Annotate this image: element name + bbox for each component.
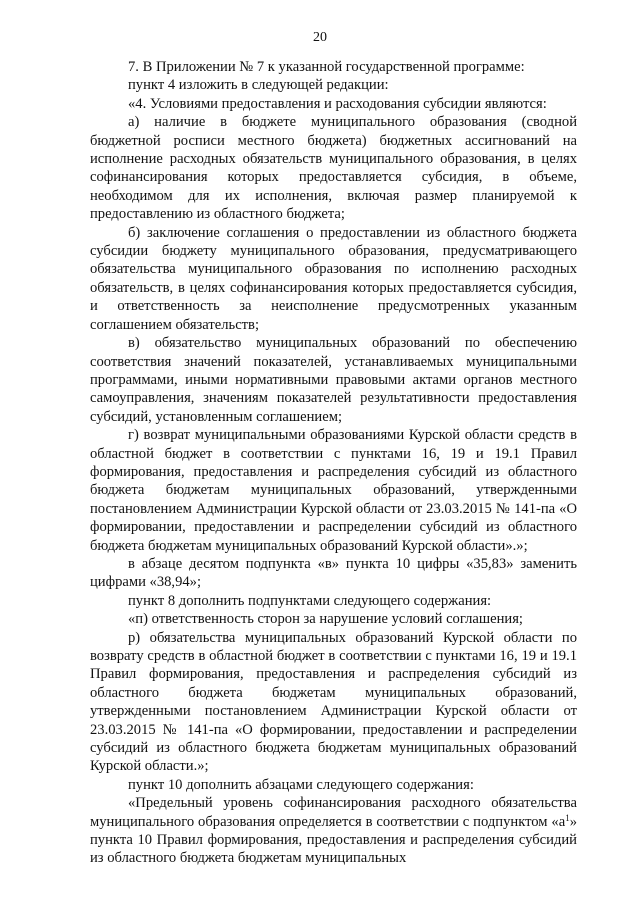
superscript-marker: 1 xyxy=(565,812,570,823)
paragraph-amend-point-10: в абзаце десятом подпункта «в» пункта 10 цифры «35,83» заменить цифрами «38,94»; xyxy=(90,555,577,591)
paragraph-subitem-g: г) возврат муниципальными образованиями Курской области средств в областной бюджет в соответствии с пунктами 16, 19 и 19.1 Правил формирования, предоставления и распределения субсидий из областного бюджета бюджетам муниципальных образований, утвержденными постановлением Администрации Курской области от 23.03.2015 № 141-па «О формировании, предоставлении и распределении субсидий из областного бюджета бюджетам муниципальных образований Курской области».»; xyxy=(90,427,577,554)
paragraph-cofinancing-limit xyxy=(90,794,577,868)
cofinancing-text-start: «Предельный уровень софинансирования расходного обязательства муниципального образования определяется в соответствии с подпунктом «а xyxy=(90,795,577,830)
document-body xyxy=(90,58,577,868)
paragraph-subitem-b: б) заключение соглашения о предоставлении из областного бюджета субсидии бюджету муниципального образования, предусматривающего обязательства муниципального образования по исполнению расходных обязательств, в целях софинансирования которых предоставляется субсидия, и ответственность за неисполнение предусмотренных указанным соглашением обязательств; xyxy=(90,224,577,333)
paragraph-point-10-instruction: пункт 10 дополнить абзацами следующего содержания: xyxy=(128,776,474,793)
paragraph-point-4-title: «4. Условиями предоставления и расходования субсидии являются: xyxy=(128,95,547,112)
page-number: 20 xyxy=(313,30,327,45)
cofinancing-text-end: » пункта 10 Правил формирования, предоставления и распределения субсидий из областного бюджета бюджетам муниципальных xyxy=(90,813,577,867)
paragraph-subitem-v: в) обязательство муниципальных образований по обеспечению соответствия значений показателей, устанавливаемых муниципальными программами, иными нормативными правовыми актами органов местного самоуправления, значениям показателей результативности предоставления субсидий, установленным соглашением; xyxy=(90,335,577,425)
paragraph-item-7-heading: 7. В Приложении № 7 к указанной государственной программе: xyxy=(128,59,525,75)
paragraph-subitem-r: р) обязательства муниципальных образований Курской области по возврату средств в областной бюджет в соответствии с пунктами 16, 19 и 19.1 Правил формирования, предоставления и распределения субсидий из областного бюджета бюджетам муниципальных образований, утвержденными постановлением Администрации Курской области от 23.03.2015 № 141-па «О формировании, предоставлении и распределении субсидий из областного бюджета бюджетам муниципальных образований Курской области.»; xyxy=(90,629,577,775)
paragraph-subitem-a: а) наличие в бюджете муниципального образования (сводной бюджетной росписи местного бюджета) бюджетных ассигнований на исполнение расходных обязательств муниципального образования, в целях софинансирования которых предоставляется субсидия, в объеме, необходимом для их исполнения, включая размер планируемой к предоставлению из областного бюджета; xyxy=(90,114,577,223)
paragraph-subitem-p: «п) ответственность сторон за нарушение условий соглашения; xyxy=(128,611,523,628)
paragraph-point-4-instruction: пункт 4 изложить в следующей редакции: xyxy=(128,77,389,94)
paragraph-point-8-instruction: пункт 8 дополнить подпунктами следующего содержания: xyxy=(128,592,492,609)
